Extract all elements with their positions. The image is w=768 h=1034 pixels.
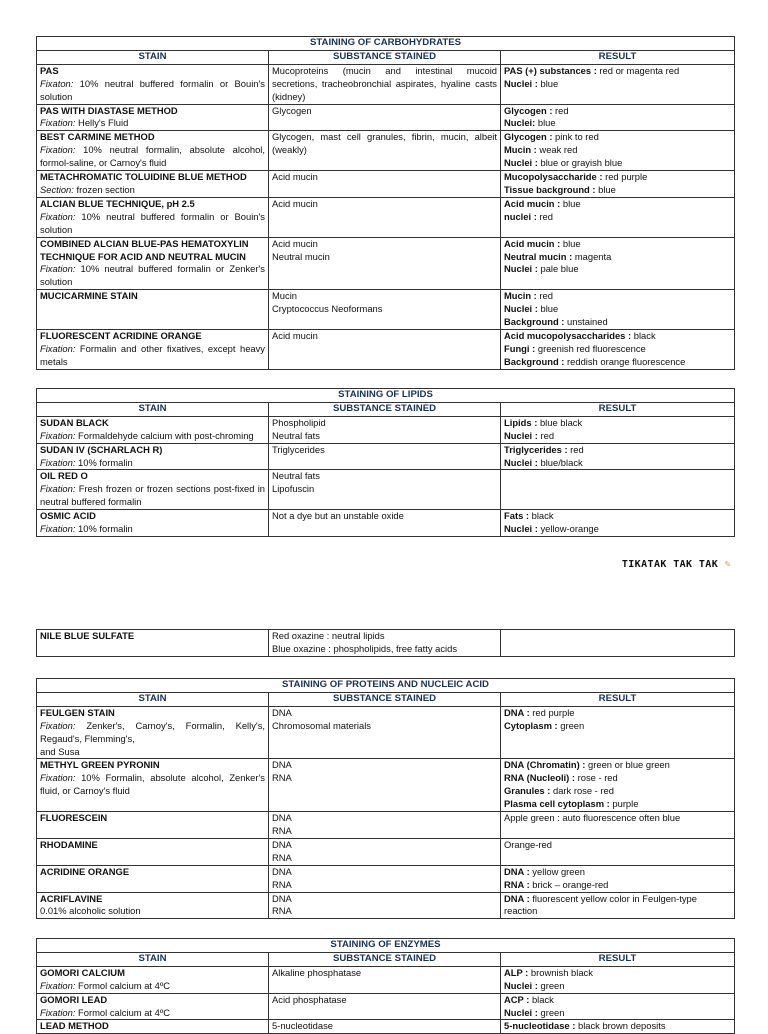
pencil-icon: ✎ xyxy=(724,559,731,570)
watermark-text: TIKATAK TAK TAK xyxy=(621,559,719,570)
result-value: yellow green xyxy=(529,865,585,877)
table-row xyxy=(37,630,735,657)
fixation-text: Formalin and other fixatives, except heavy metals xyxy=(40,342,265,367)
table-row xyxy=(37,443,735,470)
column-header-stain: STAIN xyxy=(37,692,269,706)
result-line xyxy=(504,980,731,993)
result-key: Nuclei: xyxy=(504,117,536,129)
result-value: purple xyxy=(609,798,639,810)
result-line xyxy=(504,303,731,316)
fixation-label: Fixation: xyxy=(40,342,76,354)
column-header-result: RESULT xyxy=(501,402,735,416)
result-value: blue or grayish blue xyxy=(537,157,623,169)
fixation-label: Fixation: xyxy=(40,263,76,275)
result-value: unstained xyxy=(564,316,608,328)
substance-line: Triglycerides xyxy=(272,443,325,455)
stain-fixation xyxy=(40,343,265,369)
table-row xyxy=(37,706,735,759)
result-key: Nuclei : xyxy=(504,456,538,468)
result-line xyxy=(504,157,731,170)
result-key: Glycogen : xyxy=(504,104,553,116)
substance-line: Neutral fats xyxy=(272,429,320,441)
stain-fixation xyxy=(40,772,265,798)
result-key: Plasma cell cytoplasm : xyxy=(504,798,610,810)
substance-line: Acid mucin xyxy=(272,171,318,183)
result-line xyxy=(504,198,731,211)
fixation-text: Formol calcium at 4ºC xyxy=(75,1006,171,1018)
result-key: Nuclei : xyxy=(504,263,538,275)
table-row xyxy=(37,470,735,510)
column-header-result: RESULT xyxy=(501,952,735,966)
proteins-table xyxy=(36,678,735,919)
result-line xyxy=(504,812,731,825)
stain-fixation xyxy=(40,720,265,746)
table-row xyxy=(37,290,735,330)
table-row xyxy=(37,197,735,237)
stain-name: ACRIDINE ORANGE xyxy=(40,865,130,877)
result-line xyxy=(504,290,731,303)
column-header-substance: SUBSTANCE STAINED xyxy=(269,692,501,706)
result-line xyxy=(504,430,731,443)
table-row xyxy=(37,993,735,1020)
column-header-stain: STAIN xyxy=(37,402,269,416)
result-value: green xyxy=(537,1006,565,1018)
fixation-label: Fixation: xyxy=(40,117,76,129)
result-key: RNA : xyxy=(504,878,530,890)
substance-line: Glycogen xyxy=(272,104,312,116)
result-value: red xyxy=(536,210,553,222)
table-row xyxy=(37,64,735,104)
result-key: Nuclei : xyxy=(504,1006,538,1018)
column-header-result: RESULT xyxy=(501,50,735,64)
substance-line: DNA xyxy=(272,706,292,718)
result-key: Nuclei : xyxy=(504,157,538,169)
substance-line: Neutral fats xyxy=(272,470,320,482)
substance-line: Mucin xyxy=(272,290,298,302)
stain-fixation xyxy=(40,263,265,289)
result-key: Lipids : xyxy=(504,416,538,428)
result-key: Acid mucopolysaccharides : xyxy=(504,329,632,341)
section-title: STAINING OF CARBOHYDRATES xyxy=(37,37,735,51)
fixation-label: Fixation: xyxy=(40,483,76,495)
result-value: blue xyxy=(537,77,559,89)
substance-line: Acid mucin xyxy=(272,197,318,209)
fixation-text: Fresh frozen or frozen sections post-fixed in neutral buffered formalin xyxy=(40,483,265,508)
fixation-text: 10% neutral buffered formalin or Zenker's solution xyxy=(40,263,265,288)
fixation-text: Helly's Fluid xyxy=(75,117,129,129)
fixation-text: 10% neutral buffered formalin or Bouin's solution xyxy=(40,77,265,102)
result-key: ACP : xyxy=(504,993,530,1005)
result-value: rose - red xyxy=(575,772,618,784)
result-line xyxy=(504,356,731,369)
table-row xyxy=(37,131,735,171)
stain-name: METHYL GREEN PYRONIN xyxy=(40,759,160,771)
result-line xyxy=(504,78,731,91)
result-key: Cytoplasm : xyxy=(504,719,558,731)
result-value: red xyxy=(537,429,555,441)
table-row xyxy=(37,892,735,919)
stain-name: SUDAN IV (SCHARLACH R) xyxy=(40,443,163,455)
stain-fixation xyxy=(40,78,265,104)
result-line xyxy=(504,211,731,224)
substance-line: DNA xyxy=(272,838,292,850)
table-row xyxy=(37,416,735,443)
stain-name: COMBINED ALCIAN BLUE-PAS HEMATOXYLIN TECHNIQUE FOR ACID AND NEUTRAL MUCIN xyxy=(40,237,249,262)
table-row xyxy=(37,171,735,198)
result-line xyxy=(504,65,731,78)
table-row xyxy=(37,966,735,993)
result-value: black xyxy=(529,510,554,522)
fixation-text: Formol calcium at 4ºC xyxy=(75,979,171,991)
result-key: Fungi : xyxy=(504,342,536,354)
result-line xyxy=(504,772,731,785)
carbohydrates-table xyxy=(36,36,735,370)
stain-name: BEST CARMINE METHOD xyxy=(40,131,155,143)
fixation-label: Fixation: xyxy=(40,456,76,468)
result-value: fluorescent yellow color in Feulgen-type reaction xyxy=(504,892,697,917)
fixation-text: 10% Formalin, absolute alcohol, Zenker's fluid, or Carnoy's fluid xyxy=(40,772,265,797)
stain-name: OIL RED O xyxy=(40,470,88,482)
fixation-label: Fixation: xyxy=(40,1006,76,1018)
stain-name: ALCIAN BLUE TECHNIQUE, pH 2.5 xyxy=(40,197,195,209)
result-value: dark rose - red xyxy=(550,785,614,797)
result-line xyxy=(504,343,731,356)
result-line xyxy=(504,785,731,798)
stain-fixation xyxy=(40,483,265,509)
result-line xyxy=(504,251,731,264)
substance-line: Not a dye but an unstable oxide xyxy=(272,510,404,522)
stain-name: PAS WITH DIASTASE METHOD xyxy=(40,104,178,116)
result-key: RNA (Nucleoli) : xyxy=(504,772,576,784)
result-key: DNA : xyxy=(504,706,530,718)
result-value: black xyxy=(631,329,656,341)
result-line xyxy=(504,523,731,536)
result-value: pink to red xyxy=(552,131,599,143)
substance-line: Lipofuscin xyxy=(272,483,315,495)
table-row xyxy=(37,237,735,290)
table-row xyxy=(37,329,735,369)
fixation-text: 10% formalin xyxy=(75,523,133,535)
stain-name: FEULGEN STAIN xyxy=(40,706,115,718)
substance-line: Acid mucin xyxy=(272,237,318,249)
result-key: Mucin : xyxy=(504,144,537,156)
stain-fixation xyxy=(40,430,265,443)
result-key: Nuclei : xyxy=(504,77,538,89)
section-title: STAINING OF PROTEINS AND NUCLEIC ACID xyxy=(37,679,735,693)
section-title: STAINING OF LIPIDS xyxy=(37,389,735,403)
fixation-label: Fixaton: xyxy=(40,77,74,89)
column-header-stain: STAIN xyxy=(37,952,269,966)
substance-line: Cryptococcus Neoformans xyxy=(272,303,383,315)
substance-line: DNA xyxy=(272,865,292,877)
substance-line: RNA xyxy=(272,878,292,890)
stain-name: FLUORESCENT ACRIDINE ORANGE xyxy=(40,329,202,341)
result-line xyxy=(504,510,731,523)
stain-name: RHODAMINE xyxy=(40,838,98,850)
substance-line: DNA xyxy=(272,759,292,771)
result-key: 5-nucleotidase : xyxy=(504,1020,576,1032)
substance-line: Acid phosphatase xyxy=(272,993,347,1005)
result-key: Acid mucin : xyxy=(504,237,561,249)
result-key: Nuclei : xyxy=(504,523,538,535)
fixation-label: Fixation: xyxy=(40,144,76,156)
fixation-label: Fixation: xyxy=(40,772,76,784)
substance-line: RNA xyxy=(272,851,292,863)
result-value: blue xyxy=(560,197,581,209)
section-title: STAINING OF ENZYMES xyxy=(37,939,735,953)
result-line xyxy=(504,131,731,144)
stain-name: GOMORI LEAD xyxy=(40,993,108,1005)
substance-line: Alkaline phosphatase xyxy=(272,966,362,978)
result-line xyxy=(504,330,731,343)
stain-fixation xyxy=(40,980,265,993)
watermark xyxy=(622,559,731,570)
result-value: green xyxy=(557,719,585,731)
result-value: blue xyxy=(560,237,581,249)
table-row xyxy=(37,510,735,537)
result-value: black xyxy=(529,993,554,1005)
result-value: red purple xyxy=(602,171,648,183)
result-line xyxy=(504,117,731,130)
substance-line: RNA xyxy=(272,772,292,784)
result-line xyxy=(504,444,731,457)
stain-name: NILE BLUE SULFATE xyxy=(40,630,135,641)
result-key: Granules : xyxy=(504,785,551,797)
substance-line: Acid mucin xyxy=(272,329,318,341)
stain-name: GOMORI CALCIUM xyxy=(40,966,125,978)
stain-fixation xyxy=(40,117,265,130)
result-line xyxy=(504,759,731,772)
fixation-text: 10% formalin xyxy=(75,456,133,468)
result-line xyxy=(504,316,731,329)
result-value: red purple xyxy=(529,706,575,718)
stain-name: SUDAN BLACK xyxy=(40,416,109,428)
result-line xyxy=(504,1020,731,1033)
column-header-substance: SUBSTANCE STAINED xyxy=(269,952,501,966)
result-key: Nuclei : xyxy=(504,303,538,315)
result-key: Acid mucin : xyxy=(504,197,561,209)
result-key: Neutral mucin : xyxy=(504,250,573,262)
stain-fixation xyxy=(40,457,265,470)
result-value: black brown deposits xyxy=(575,1020,666,1032)
result-line xyxy=(504,967,731,980)
stain-fixation xyxy=(40,905,265,918)
result-value: brick – orange-red xyxy=(529,878,609,890)
result-key: Background : xyxy=(504,316,565,328)
fixation-text: 0.01% alcoholic solution xyxy=(40,905,141,917)
result-line xyxy=(504,707,731,720)
stain-name: LEAD METHOD xyxy=(40,1020,109,1032)
stain-name: FLUORESCEIN xyxy=(40,812,108,824)
result-line xyxy=(504,893,731,919)
stain-name: MUCICARMINE STAIN xyxy=(40,290,138,302)
result-key: Mucopolysaccharide : xyxy=(504,171,603,183)
result-key: Triglycerides : xyxy=(504,443,568,455)
result-value: blue/black xyxy=(537,456,583,468)
fixation-label: Section: xyxy=(40,183,74,195)
result-value: reddish orange fluorescence xyxy=(564,355,686,367)
fixation-label: Fixation: xyxy=(40,429,76,441)
substance-line: Glycogen, mast cell granules, fibrin, mucin, albeit (weakly) xyxy=(272,131,497,156)
stain-name: METACHROMATIC TOLUIDINE BLUE METHOD xyxy=(40,171,247,183)
result-line xyxy=(504,263,731,276)
substance-line: Neutral mucin xyxy=(272,250,330,262)
result-key: Background : xyxy=(504,355,565,367)
result-value: pale blue xyxy=(537,263,579,275)
table-row xyxy=(37,104,735,131)
result-line xyxy=(504,994,731,1007)
nile-blue-table xyxy=(36,629,735,657)
column-header-substance: SUBSTANCE STAINED xyxy=(269,402,501,416)
result-line xyxy=(504,184,731,197)
substance-line: Mucoproteins (mucin and intestinal mucoid secretions, tracheobronchial aspirates, hyaline casts (kidney) xyxy=(272,64,497,102)
result-key: Glycogen : xyxy=(504,131,553,143)
result-key: DNA (Chromatin) : xyxy=(504,759,586,771)
result-key: Tissue background : xyxy=(504,183,596,195)
result-value: green xyxy=(537,979,565,991)
result-value: red xyxy=(567,443,584,455)
result-line xyxy=(504,720,731,733)
substance-line: RNA xyxy=(272,905,292,917)
result-value: greenish red fluorescence xyxy=(535,342,646,354)
result-line xyxy=(504,144,731,157)
result-line xyxy=(504,238,731,251)
result-line xyxy=(504,866,731,879)
column-header-result: RESULT xyxy=(501,692,735,706)
fixation-extra: and Susa xyxy=(40,745,80,757)
substance-line: Blue oxazine : phospholipids, free fatty acids xyxy=(272,642,458,654)
result-key: PAS (+) substances : xyxy=(504,64,597,76)
table-row xyxy=(37,812,735,839)
result-value: blue black xyxy=(537,416,583,428)
stain-name: OSMIC ACID xyxy=(40,510,96,522)
result-key: Nuclei : xyxy=(504,979,538,991)
result-line xyxy=(504,839,731,852)
result-value: blue xyxy=(535,117,556,129)
stain-fixation xyxy=(40,211,265,237)
result-line xyxy=(504,105,731,118)
result-key: Mucin : xyxy=(504,290,537,302)
result-value: red or magenta red xyxy=(596,64,680,76)
stain-name: ACRIFLAVINE xyxy=(40,892,103,904)
result-value: magenta xyxy=(572,250,612,262)
substance-line: Phospholipid xyxy=(272,416,326,428)
stain-fixation xyxy=(40,184,265,197)
fixation-text: 10% neutral buffered formalin or Bouin's solution xyxy=(40,210,265,235)
result-key: Fats : xyxy=(504,510,530,522)
substance-line: DNA xyxy=(272,892,292,904)
fixation-label: Fixation: xyxy=(40,979,76,991)
result-line xyxy=(504,798,731,811)
substance-line: Chromosomal materials xyxy=(272,719,371,731)
table-row xyxy=(37,1020,735,1034)
result-value: weak red xyxy=(536,144,578,156)
result-key: ALP : xyxy=(504,966,529,978)
result-key: DNA : xyxy=(504,865,530,877)
substance-line: DNA xyxy=(272,812,292,824)
stain-fixation xyxy=(40,1007,265,1020)
result-value: blue xyxy=(595,183,616,195)
substance-line: 5-nucleotidase xyxy=(272,1020,333,1032)
enzymes-table xyxy=(36,938,735,1034)
column-header-stain: STAIN xyxy=(37,50,269,64)
column-header-substance: SUBSTANCE STAINED xyxy=(269,50,501,64)
fixation-text: frozen section xyxy=(73,183,135,195)
table-row xyxy=(37,759,735,812)
stain-fixation xyxy=(40,144,265,170)
fixation-label: Fixation: xyxy=(40,523,76,535)
result-line xyxy=(504,1007,731,1020)
result-line xyxy=(504,457,731,470)
substance-line: RNA xyxy=(272,824,292,836)
fixation-label: Fixation: xyxy=(40,210,76,222)
result-line xyxy=(504,171,731,184)
result-key: Nuclei : xyxy=(504,429,538,441)
result-line xyxy=(504,417,731,430)
result-line xyxy=(504,879,731,892)
stain-fixation xyxy=(40,523,265,536)
result-value: red xyxy=(536,290,553,302)
result-value: Apple green : auto fluorescence often blue xyxy=(504,812,681,824)
substance-line: Red oxazine : neutral lipids xyxy=(272,630,385,641)
result-value: blue xyxy=(537,303,559,315)
result-value: Orange-red xyxy=(504,838,552,850)
result-key: DNA : xyxy=(504,892,530,904)
result-value: red xyxy=(552,104,569,116)
lipids-table xyxy=(36,388,735,537)
result-value: yellow-orange xyxy=(537,523,599,535)
fixation-text: Formaldehyde calcium with post-chroming xyxy=(75,429,254,441)
fixation-text: 10% neutral formalin, absolute alcohol, formol-saline, or Carnoy's fluid xyxy=(40,144,265,169)
stain-name: PAS xyxy=(40,64,59,76)
fixation-label: Fixation: xyxy=(40,719,76,731)
table-row xyxy=(37,865,735,892)
result-value: brownish black xyxy=(528,966,593,978)
result-key: nuclei : xyxy=(504,210,537,222)
result-value: green or blue green xyxy=(585,759,670,771)
table-row xyxy=(37,838,735,865)
fixation-text: Zenker's, Carnoy's, Formalin, Kelly's, Regaud's, Flemming's, xyxy=(40,719,265,744)
